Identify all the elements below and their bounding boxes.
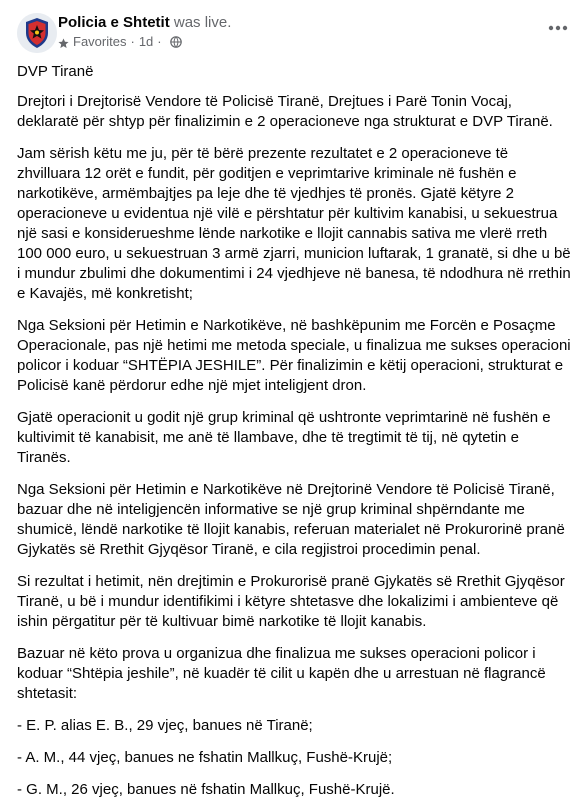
live-status-text: was live. <box>169 14 232 31</box>
post-paragraph: Jam sërish këtu me ju, për të bërë prezente rezultatet e 2 operacioneve të zhvilluara 12 orët e fundit, për goditjen e veprimtarive kriminale në fushën e narkotikëve, armëmbajtjes pa leje dhe të vjedhjes të pronës. Gjatë këtyre 2 operacioneve u evidentua një vilë e përshtatur për kultivim kanabisi, u sekuestrua një sasi e konsiderueshme lënde narkotike e llojit cannabis sativa me vlerë rreth 100 000 euro, u sekuestruan 3 armë zjarri, municion luftarak, 1 granatë, si dhe u bë i mundur zbulimi dhe dokumentimi i 24 vjedhjeve në banesa, të ndodhura në rrethin e Kavajës, më konkretisht; <box>17 145 571 302</box>
favorites-star-icon <box>58 37 69 48</box>
arrest-list-item: - E. P. alias E. B., 29 vjeç, banues në Tiranë; <box>17 717 313 734</box>
globe-icon <box>170 36 182 48</box>
arrest-list-item: - G. M., 26 vjeç, banues në fshatin Mallkuç, Fushë-Krujë. <box>17 781 395 798</box>
post-header <box>0 0 587 62</box>
post-paragraph: Si rezultat i hetimit, nën drejtimin e Prokurorisë pranë Gjykatës së Rrethit Gjyqësor Tiranë, u bë i mundur identifikimi i këtyre shtetasve dhe lokalizimi i ambienteve që ishin përgatitur për të kultivuar bimë narkotike të llojit kanabis. <box>17 573 565 630</box>
audience-label[interactable]: Favorites <box>73 34 127 49</box>
more-options-button[interactable] <box>545 18 571 38</box>
more-horizontal-icon <box>548 25 568 31</box>
meta-separator-2: · <box>157 34 162 49</box>
post-paragraph-location: DVP Tiranë <box>17 63 94 80</box>
page-name-link[interactable]: Policia e Shtetit <box>58 14 170 31</box>
post-paragraph: Nga Seksioni për Hetimin e Narkotikëve, në bashkëpunim me Forcën e Posaçme Operacionale, pas një hetimi me metoda speciale, u finalizua me sukses operacioni policor i koduar “SHTËPIA JESHILE”. Për finalizimin e këtij operacioni, strukturat e Policisë kanë përdorur edhe një mjet inteligjent dron. <box>17 317 571 394</box>
post-paragraph: Drejtori i Drejtorisë Vendore të Policisë Tiranë, Drejtues i Parë Tonin Vocaj, deklaratë për shtyp për finalizimin e 2 operacioneve nga strukturat e DVP Tiranë. <box>17 93 553 130</box>
post-time-link[interactable]: 1d <box>138 34 154 49</box>
post-meta <box>58 34 182 50</box>
meta-separator: · <box>130 34 135 49</box>
page-avatar[interactable] <box>17 13 57 53</box>
police-badge-icon <box>17 13 57 53</box>
post-body <box>17 62 573 812</box>
arrest-list-item: - A. M., 44 vjeç, banues ne fshatin Mallkuç, Fushë-Krujë; <box>17 749 393 766</box>
post-paragraph: Nga Seksioni për Hetimin e Narkotikëve në Drejtorinë Vendore të Policisë Tiranë, bazuar dhe në inteligjencën informative se një grup kriminal shpërndante me shumicë, lëndë narkotike të llojit kanabis, referuan materialet në Prokurorinë pranë Gjykatës së Rrethit Gjyqësor Tiranë, e cila regjistroi procedimin penal. <box>17 481 565 558</box>
post-paragraph: Gjatë operacionit u godit një grup kriminal që ushtronte veprimtarinë në fushën e kultivimit të kanabisit, me anë të llambave, dhe të tregtimit të tij, në qytetin e Tiranës. <box>17 409 551 466</box>
post-paragraph: Bazuar në këto prova u organizua dhe finalizua me sukses operacioni policor i koduar “Shtëpia jeshile”, në kuadër të cilit u kapën dhe u arrestuan në flagrancë shtetasit: <box>17 645 546 702</box>
author-line <box>58 14 231 32</box>
